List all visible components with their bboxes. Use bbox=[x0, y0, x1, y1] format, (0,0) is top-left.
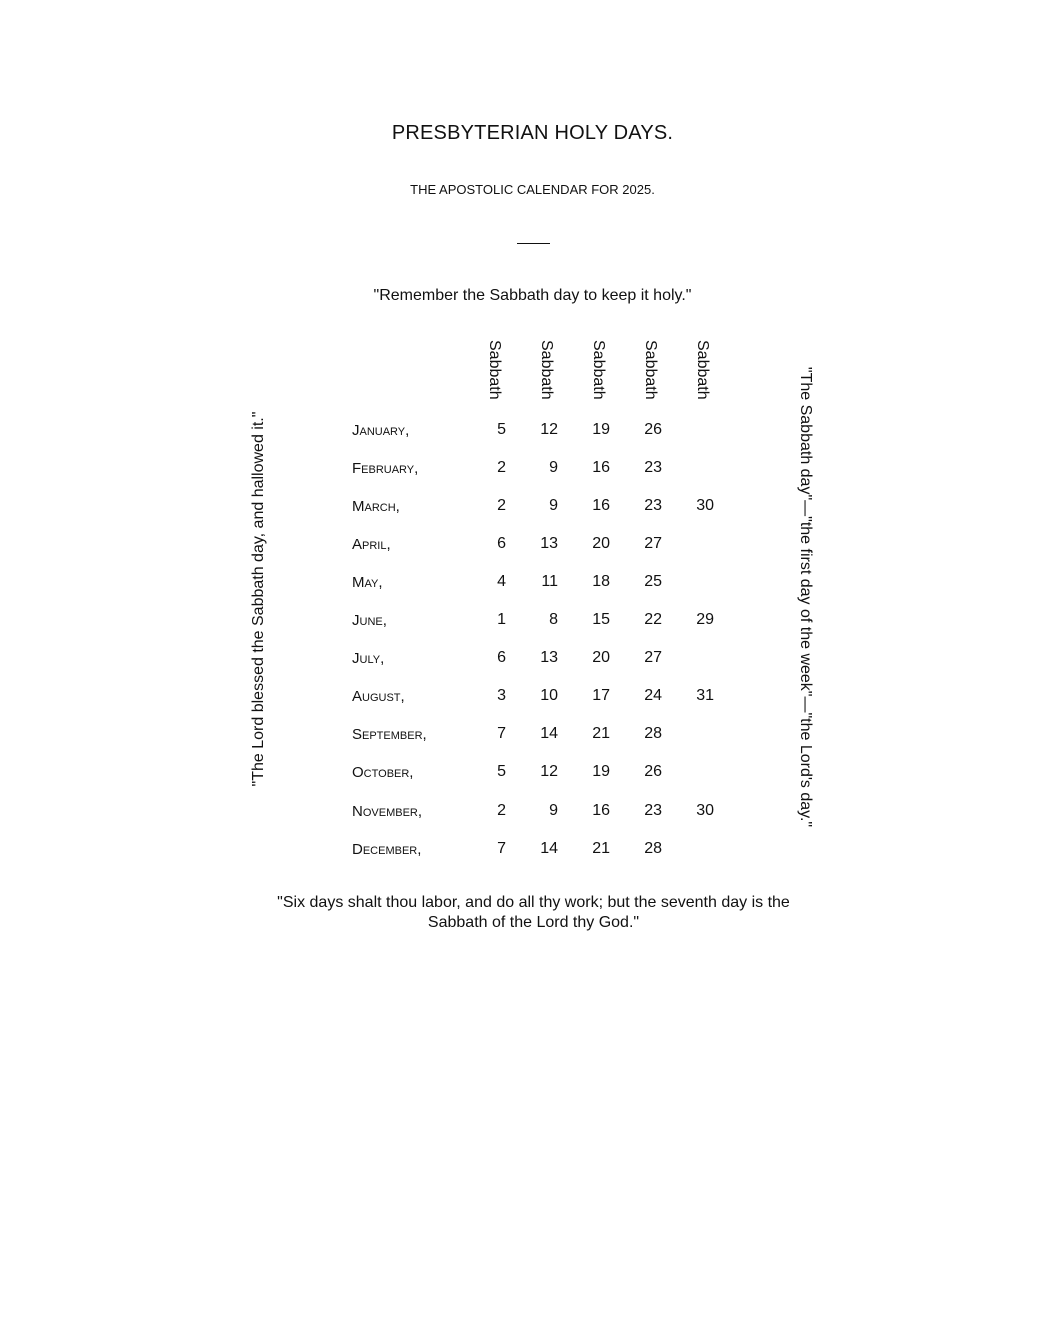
sabbath-date: 16 bbox=[592, 497, 610, 514]
column-header-label: Sabbath bbox=[590, 340, 607, 400]
sabbath-date: 4 bbox=[497, 573, 506, 590]
column-header-4 bbox=[641, 340, 661, 404]
column-header-label: Sabbath bbox=[538, 340, 555, 400]
sabbath-date: 16 bbox=[592, 802, 610, 819]
page-subtitle: THE APOSTOLIC CALENDAR FOR 2025. bbox=[410, 182, 655, 197]
top-quote: "Remember the Sabbath day to keep it holy." bbox=[373, 287, 692, 304]
sabbath-date: 10 bbox=[540, 687, 558, 704]
page-title: PRESBYTERIAN HOLY DAYS. bbox=[391, 122, 674, 144]
column-header-3 bbox=[589, 340, 609, 404]
month-name: March, bbox=[352, 498, 400, 515]
divider bbox=[517, 243, 550, 244]
month-name: June, bbox=[352, 612, 387, 629]
sabbath-date: 7 bbox=[497, 840, 506, 857]
sabbath-date: 15 bbox=[592, 611, 610, 628]
sabbath-date: 17 bbox=[592, 687, 610, 704]
sabbath-date: 2 bbox=[497, 459, 506, 476]
sabbath-date: 24 bbox=[644, 687, 662, 704]
sabbath-date: 7 bbox=[497, 725, 506, 742]
sabbath-date: 21 bbox=[592, 725, 610, 742]
sabbath-date: 6 bbox=[497, 649, 506, 666]
sabbath-date: 9 bbox=[549, 497, 558, 514]
sabbath-date: 22 bbox=[644, 611, 662, 628]
sabbath-date: 12 bbox=[540, 421, 558, 438]
sabbath-date: 6 bbox=[497, 535, 506, 552]
sabbath-date: 1 bbox=[497, 611, 506, 628]
month-name: October, bbox=[352, 764, 414, 781]
sabbath-date: 3 bbox=[497, 687, 506, 704]
sabbath-date: 28 bbox=[644, 725, 662, 742]
sabbath-date: 14 bbox=[540, 725, 558, 742]
sabbath-date: 23 bbox=[644, 802, 662, 819]
month-name: December, bbox=[352, 841, 422, 858]
sabbath-date: 27 bbox=[644, 535, 662, 552]
sabbath-date: 19 bbox=[592, 421, 610, 438]
month-name: January, bbox=[352, 422, 410, 439]
column-header-label: Sabbath bbox=[642, 340, 659, 400]
sabbath-date: 2 bbox=[497, 497, 506, 514]
sabbath-date: 11 bbox=[541, 573, 558, 590]
sabbath-date: 23 bbox=[644, 459, 662, 476]
sabbath-date: 9 bbox=[549, 802, 558, 819]
sabbath-date: 8 bbox=[549, 611, 558, 628]
month-name: August, bbox=[352, 688, 405, 705]
month-name: May, bbox=[352, 574, 383, 591]
sabbath-date: 30 bbox=[696, 802, 714, 819]
left-side-quote: "The Lord blessed the Sabbath day, and hallowed it." bbox=[250, 411, 267, 787]
sabbath-date: 13 bbox=[540, 649, 558, 666]
sabbath-date: 21 bbox=[592, 840, 610, 857]
sabbath-date: 19 bbox=[592, 763, 610, 780]
column-header-5 bbox=[693, 340, 713, 404]
sabbath-date: 12 bbox=[540, 763, 558, 780]
column-header-1 bbox=[485, 340, 505, 404]
column-header-label: Sabbath bbox=[694, 340, 711, 400]
sabbath-date: 25 bbox=[644, 573, 662, 590]
sabbath-date: 16 bbox=[592, 459, 610, 476]
month-name: April, bbox=[352, 536, 391, 553]
sabbath-date: 9 bbox=[549, 459, 558, 476]
month-name: September, bbox=[352, 726, 427, 743]
month-name: July, bbox=[352, 650, 385, 667]
sabbath-date: 27 bbox=[644, 649, 662, 666]
sabbath-date: 29 bbox=[696, 611, 714, 628]
sabbath-date: 20 bbox=[592, 649, 610, 666]
sabbath-date: 2 bbox=[497, 802, 506, 819]
sabbath-date: 26 bbox=[644, 763, 662, 780]
sabbath-date: 13 bbox=[540, 535, 558, 552]
sabbath-date: 26 bbox=[644, 421, 662, 438]
right-side-quote: "The Sabbath day"—"the first day of the week"—"the Lord's day." bbox=[797, 366, 814, 828]
sabbath-date: 14 bbox=[540, 840, 558, 857]
column-header-2 bbox=[537, 340, 557, 404]
sabbath-date: 5 bbox=[497, 763, 506, 780]
sabbath-date: 18 bbox=[592, 573, 610, 590]
sabbath-date: 20 bbox=[592, 535, 610, 552]
sabbath-date: 31 bbox=[696, 687, 714, 704]
month-name: February, bbox=[352, 460, 419, 477]
sabbath-date: 28 bbox=[644, 840, 662, 857]
sabbath-date: 5 bbox=[497, 421, 506, 438]
bottom-quote: "Six days shalt thou labor, and do all thy work; but the seventh day is the Sabbath of the Lord thy God." bbox=[277, 894, 790, 931]
month-name: November, bbox=[352, 803, 423, 820]
column-header-label: Sabbath bbox=[486, 340, 503, 400]
sabbath-date: 23 bbox=[644, 497, 662, 514]
sabbath-date: 30 bbox=[696, 497, 714, 514]
